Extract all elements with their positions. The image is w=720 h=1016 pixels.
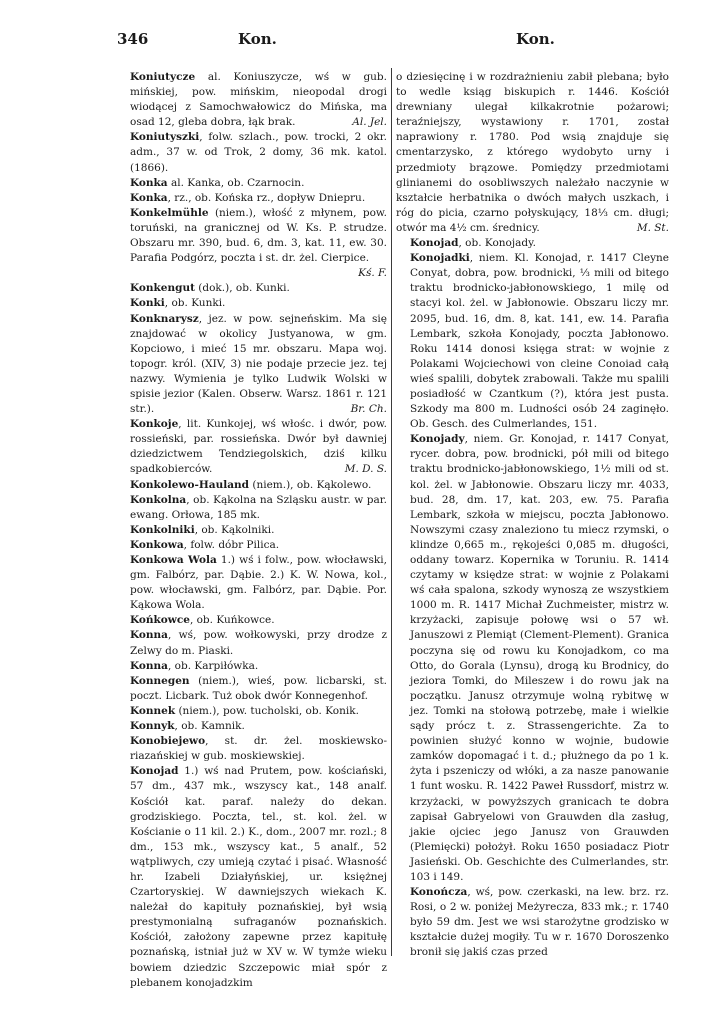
entry-headword: Konka [130,191,168,204]
right-column [396,70,669,960]
entry-headword: Konojadki [410,252,470,265]
entry-headword: Konkowa [130,538,184,551]
entry-text: , folw. dóbr Pilica. [183,538,280,551]
entry-headword: Konojad [410,237,459,250]
entry-headword: Konkolna [130,493,187,506]
entry-text: (niem.), ob. Kąkolewo. [249,478,372,491]
entry-headword: Konkengut [130,282,195,295]
entry-headword: Konkolewo-Hauland [130,478,250,491]
entry-text: o dziesięcinę i w rozdrażnieniu zabił plebana; było to wedle ksiąg biskupich r. 1446. Kościół drewniany ulegał kilkakrotnie pożarowi; teraźniejszy, wystawiony r. 1701, został naprawiony r. 1780. Pod wsią znajduje się cmentarzysko, z którego wydobyto urny i przedmioty brązowe. Pomiędzy przedmiotami glinianemi do osobliwszych należało naczynie w kształcie herbatnika o dwóch małych uszkach, i róg do picia, czarno połyskujący, 18⅓ cm. długi; otwór ma 4½ cm. średnicy. [396,71,669,234]
entry-headword: Konnek [130,704,176,717]
entry-text: 1.) wś i folw., pow. włocławski, gm. Falbórz, par. Dąbie. 2.) K. W. Nowa, kol., pow. włocławski, gm. Falbórz, par. Dąbie. Por. Kąkowa Wola. [130,554,387,612]
dictionary-entry [116,176,387,191]
running-head-left: Kon. [238,30,277,48]
entry-text: , ob. Kunki. [164,297,226,310]
entry-headword: Konkowa Wola [130,554,217,566]
dictionary-entry [396,236,669,251]
dictionary-entry [116,478,387,493]
entry-headword: Konończa [410,886,468,899]
dictionary-entry [116,70,387,130]
entry-headword: Konobiejewo [130,735,206,748]
entry-headword: Konojady [410,433,465,446]
entry-text: , wś, pow. czerkaski, na lew. brz. rz. Rosi, o 2 w. poniżej Meżyrecza, 833 mk.; r. 1740 było 59 dm. Jest we wsi starożytne grodzisko w kształcie dużej mogiły. Tu w r. 1670 Doroszenko bronił się jakiś czas przed [410,886,669,959]
entry-text: , niem. Kl. Konojad, r. 1417 Cleyne Conyat, dobra, pow. brodnicki, ⅓ mili od bitego traktu brodnicko-jabłonowskiego, 1 milę od stacyi kol. żel. w Jabłonowie. Obszaru liczy mr. 2095, bud. 16, dm. 8, kat. 141, ew. 14. Parafia Lembark, szkoła Konojady, poczta Jabłonowo. Roku 1414 donosi księga strat: w wojnie z Polakami Wojciechowi von cleine Conoiad całą wieś spalili, dobytek zrabowali. Także mu spalili posiadłość w Czantkum (?), która jest pusta. Szkody ma 800 m. Ludności osób 24 zaginęło. Ob. Gesch. des Culmerlandes, 151. [410,252,669,431]
dictionary-entry [116,191,387,206]
entry-text: , ob. Kąkolniki. [194,523,275,536]
column-divider [391,68,392,956]
dictionary-entry [116,312,387,418]
entry-headword: Konka [130,176,168,189]
entry-headword: Konkoje [130,418,179,431]
entry-text: , niem. Gr. Konojad, r. 1417 Conyat, rycer. dobra, pow. brodnicki, pół mili od bitego traktu brodnicko-jabłonowskiego, 1½ mili od st. kol. żel. w Jabłonowie. Obszaru liczy mr. 4033, bud. 28, dm. 17, kat. 203, ew. 75. Parafia Lembark, szkoła w miejscu, poczta Jabłonowo. Nowszymi czasy znaleziono tu miecz rzymski, o klindze 0,665 m., rękojeści 0,085 m. długości, oddany towarz. Kopernika w Toruniu. R. 1414 czytamy w księdze strat: w wojnie z Polakami wś cała spalona, szkody wynoszą ze wszystkiem 1000 m. R. 1417 Michał Zuchmeister, mistrz w. krzyżacki, zapisuje połowę wsi o 57 wł. Januszowi z Plemiąt (Clement-Plement). Granica poczyna się od rowu ku Konojadkom, co ma Otto, do Gorala (Lynsu), drogą ku Brodnicy, do jeziora Tomki, do Mileszew i do rowu jak na początku. Janusz otrzymuje wolną rybitwę w jez. Tomki na stołową potrzebę, małe i wielkie sądy prócz t. z. Strassengerichte. Za to powinien służyć konno w wojnie, budowie zamków dopomagać i t. d.; płużnego da po 1 k. żyta i pszeniczy od włóki, a za nasze panowanie 1 funt wosku. R. 1422 Paweł Russdorf, mistrz w. krzyżacki, w powyższych granicach te dobra zapisał Gabryelowi von Grauwden dla zasług, jakie ojciec jego Janusz von Grauwden (Plemięcki) położył. Roku 1650 posiadacz Piotr Jasieński. Ob. Geschichte des Culmerlandes, str. 103 i 149. [410,433,669,883]
entry-headword: Koniutycze [130,71,196,83]
entry-text: al. Koniuszycze, wś w gub. mińskiej, pow. mińskim, nieopodal drogi wiodącej z Samochwałowicz do Mińska, ma osad 12, gleba dobra, łąk brak. [130,71,387,129]
entry-headword: Koniutyszki [130,131,200,144]
entry-text: , ob. Kąkolna na Szląsku austr. w par. ewang. Orłowa, 185 mk. [130,493,387,521]
entry-text: , ob. Kamnik. [174,720,245,733]
dictionary-entry [116,734,387,764]
entry-text: , ob. Konojady. [458,237,536,250]
dictionary-entry [116,523,387,538]
entry-headword: Konna [130,629,168,642]
dictionary-entry [116,281,387,296]
dictionary-entry [116,130,387,175]
entry-author-signature: Al. Jel. [352,116,387,129]
entry-text: , rz., ob. Końska rz., dopływ Dniepru. [167,191,366,204]
entry-text: al. Kanka, ob. Czarnocin. [167,176,305,189]
entry-text: , wś, pow. wołkowyski, przy drodze z Zelwy do m. Piaski. [130,629,387,657]
entry-text: , st. dr. żel. moskiewsko-riazańskiej w gub. moskiewskiej. [130,735,387,763]
entry-text: (dok.), ob. Kunki. [194,282,290,295]
entry-headword: Konknarysz [130,312,199,325]
dictionary-entry [116,628,387,658]
entry-headword: Końkowce [130,614,190,627]
dictionary-entry [396,70,669,236]
entry-text: (niem.), włość z młynem, pow. toruński, na granicznej od W. Ks. P. strudze. Obszaru mr. 390, bud. 6, dm. 3, kat. 11, ew. 30. Parafia Podgórz, poczta i st. dr. żel. Cierpice. [130,206,387,265]
entry-headword: Konki [130,297,165,310]
dictionary-entry [396,251,669,432]
entry-headword: Konna [130,659,168,672]
dictionary-entry [116,538,387,553]
page-number: 346 [117,30,149,48]
entry-text: 1.) wś nad Prutem, pow. kościański, 57 dm., 437 mk., wszyscy kat., 148 analf. Kościół kat. paraf. należy do dekan. grodziskiego. Poczta, tel., st. kol. żel. w Kościanie o 11 kil. 2.) K., dom., 2007 mr. rozl.; 8 dm., 153 mk., wszyscy kat., 5 analf., 52 wątpliwych, czy umieją czytać i pisać. Własność hr. Izabeli Działyńskiej, ur. księżnej Czartoryskiej. W dawniejszych wiekach K. należał do kapituły poznańskiej, był wsią prestymonialną sufraganów poznańskich. Kościół, założony zapewne przez kapitułę poznańską, istniał już w XV w. W tymże wieku bowiem dziedzic Szczepowic miał spór z plebanem konojadzkim [130,765,387,989]
dictionary-entry [116,674,387,704]
entry-text: , ob. Kuńkowce. [189,614,275,627]
dictionary-entry [116,553,387,613]
dictionary-entry [116,417,387,477]
dictionary-entry [116,206,387,281]
entry-author-signature: Kś. F. [358,267,387,280]
dictionary-entry [116,296,387,311]
left-column [116,70,387,989]
entry-headword: Konkelmühle [130,206,209,219]
dictionary-entry [116,704,387,719]
entry-headword: Konojad [130,765,179,778]
entry-author-signature: M. D. S. [344,463,387,476]
entry-headword: Konkolniki [130,523,195,536]
entry-author-signature: M. St. [636,221,669,234]
entry-text: (niem.), pow. tucholski, ob. Konik. [175,704,359,717]
entry-text: , ob. Karpiłówka. [167,659,259,672]
entry-headword: Konnyk [130,720,175,733]
entry-text: (niem.), wieś, pow. licbarski, st. poczt. Licbark. Tuż obok dwór Konnegenhof. [130,674,387,702]
dictionary-entry [396,432,669,885]
running-head-right: Kon. [516,30,555,48]
entry-text: , jez. w pow. sejneńskim. Ma się znajdować w okolicy Justyanowa, w gm. Kopciowo, i mieć 15 mr. obszaru. Mapa woj. topogr. król. (XIV, 3) nie podaje przecie jez. tej nazwy. Wymienia je tylko Ludwik Wolski w spisie jezior (Kalen. Obserw. Warsz. 1861 r. 121 str.). [130,312,387,416]
dictionary-entry [116,493,387,523]
dictionary-entry [116,659,387,674]
dictionary-entry [116,613,387,628]
dictionary-entry [116,719,387,734]
entry-text: , folw. szlach., pow. trocki, 2 okr. adm., 37 w. od Trok, 2 domy, 36 mk. katol. (1866). [130,131,387,174]
dictionary-entry [396,885,669,960]
dictionary-entry [116,764,387,990]
entry-text: , lit. Kunkojej, wś włośc. i dwór, pow. rossieński, par. rossieńska. Dwór był dawniej dziedzictwem Tendziegolskich, dziś kilku spadkobierców. [130,418,387,476]
entry-headword: Konnegen [130,674,190,687]
entry-author-signature: Br. Ch. [350,403,387,416]
